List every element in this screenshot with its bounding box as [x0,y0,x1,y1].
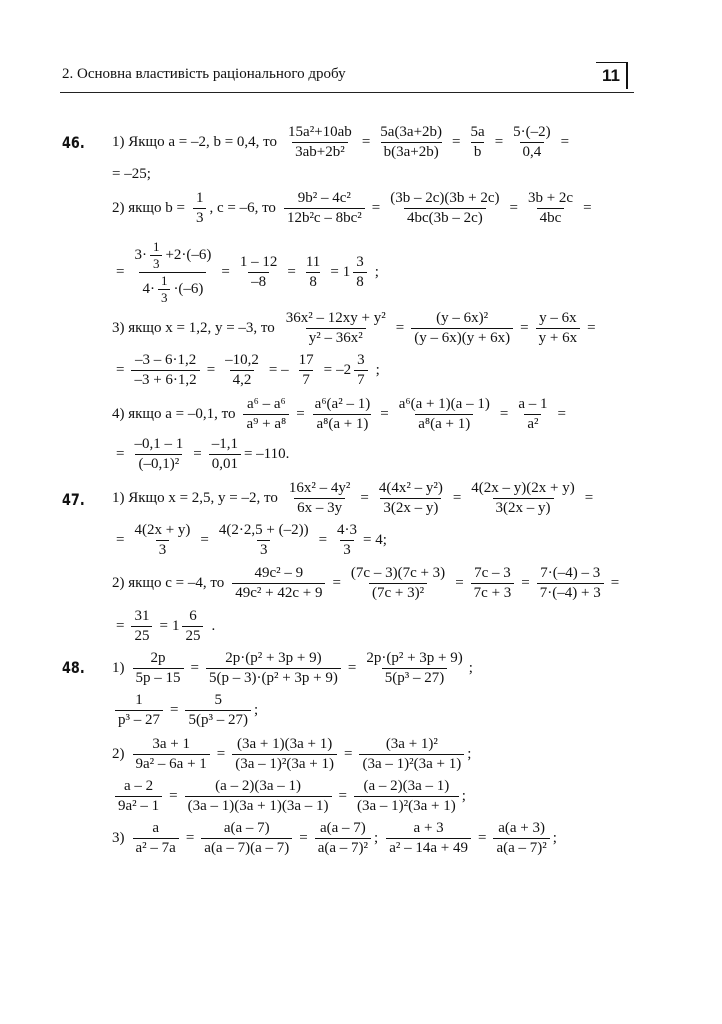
fraction: $\frac{\text{a⁶ – a⁶}}{\text{a⁹ + a⁸}}$ [243,396,289,433]
fraction: $\frac{1}{\text{p³ – 27}}$ [115,692,163,729]
solution-47-1: 1) Якщо x = 2,5, y = –2, то $\frac{\text{16x² – 4y²}}{6x - 3y}$ = $\frac{\text{4(4x² – y²)}}{3(2x - y)}$ = $\frac{4(2x - y)(2x + y)}{3(2x - y)}$ = [112,480,594,516]
fraction: $\frac{(7c - 3)(7c + 3)}{\text{(7c + 3)²}}$ [350,565,446,601]
fraction: $\frac{\text{(3a + 1)²}}{\text{(3a – 1)²(3a + 1)}}$ [359,736,464,773]
fraction: $\frac{5}{\text{5(p³ – 27)}}$ [185,692,251,729]
fraction: $\frac{2p}{5p - 15}$ [133,650,184,687]
solution-47-2: 2) якщо c = –4, то $\frac{\text{49c² – 9}}{\text{49c² + 42c + 9}}$ = $\frac{(7c - 3)(7c + 3)}{\text{(7c + 3)²}}$ = $\frac{7c - 3}{7c + 3}$ = $\frac{7\cdot(-4) - 3}{7\cdot(-4) + 3}$ = [112,565,620,601]
solution-46-3: 3) якщо x = 1,2, y = –3, то $\frac{\text{36x² – 12xy + y²}}{\text{y² – 36x²}}$ = $\frac{\text{(y – 6x)²}}{(y - 6x)(y + 6x)}$ = $\frac{y - 6x}{y + 6x}$ = [112,310,596,346]
fraction: $\frac{7\cdot(-4) - 3}{7\cdot(-4) + 3}$ [537,565,604,602]
fraction: $\frac{\text{49c² – 9}}{\text{49c² + 42c + 9}}$ [232,565,325,602]
condition: 4) якщо a = –0,1, то [112,406,236,422]
compound-fraction: 3· $\frac{1}{3}$ +2·(–6) 4· $\frac{1}{3}$ ·(–6) [134,239,212,305]
page-number: 11 [596,62,628,89]
problem-number-47: 47. [62,490,85,509]
fraction: $\frac{\text{4(4x² – y²)}}{3(2x - y)}$ [378,480,443,516]
fraction: $\frac{(3b - 2c)(3b + 2c)}{4bc(3b - 2c)}$ [390,190,500,226]
solution-48-2: 2) $\frac{3a + 1}{\text{9a² – 6a + 1}}$ = $\frac{(3a + 1)(3a + 1)}{\text{(3a – 1)²(3a + 1)}}$ = $\frac{\text{(3a + 1)²}}{\text{(3a – 1)²(3a + 1)}}$ ; [112,736,472,772]
fraction: $\frac{\text{(y – 6x)²}}{(y - 6x)(y + 6x)}$ [411,310,513,347]
fraction: $\frac{\text{36x² – 12xy + y²}}{\text{y² – 36x²}}$ [285,310,386,346]
solution-46-1: 1) Якщо a = –2, b = 0,4, то $\frac{\text{15a²+10ab}}{\text{3ab+2b²}}$ = $\frac{5a(3a+2b)}{b(3a+2b)}$ = $\frac{5a}{b}$ = $\frac{5\cdot(-2)}{0,4}$ = [112,124,570,160]
evaluation-47-1: = $\frac{4(2x + y)}{3}$ = $\frac{4(2\cdot 2,5 + (-2))}{3}$ = $\frac{4\cdot 3}{3}$ = 4; [116,522,387,558]
fraction: $\frac{3a + 1}{\text{9a² – 6a + 1}}$ [133,736,210,773]
fraction: $\frac{7c - 3}{7c + 3}$ [471,565,515,602]
fraction: $\frac{(a - 2)(3a - 1)}{(3a - 1)(3a + 1)(3a - 1)}$ [185,778,332,815]
problem-number-48: 48. [62,658,85,677]
evaluation-46-4: = $\frac{-0,1 - 1}{\text{(–0,1)²}}$ = $\frac{-1,1}{0,01}$ = –110. [116,436,290,472]
fraction: $\frac{\text{15a²+10ab}}{\text{3ab+2b²}}$ [288,124,352,160]
condition: 3) якщо x = 1,2, y = –3, то [112,320,275,336]
solution-46-4: 4) якщо a = –0,1, то $\frac{\text{a⁶ – a⁶}}{\text{a⁹ + a⁸}}$ = $\frac{\text{a⁶(a² – 1)}}{\text{a⁸(a + 1)}}$ = $\frac{\text{a⁶(a + 1)(a – 1)}}{\text{a⁸(a + 1)}}$ = $\frac{a - 1}{\text{a²}}$ = [112,396,566,432]
fraction: $\frac{a(a - 7)}{\text{a(a – 7)²}}$ [315,820,371,857]
solution-48-1b: $\frac{1}{\text{p³ – 27}}$ = $\frac{5}{\text{5(p³ – 27)}}$ ; [112,692,263,729]
fraction: $\frac{\text{16x² – 4y²}}{6x - 3y}$ [288,480,351,516]
fraction: $\frac{\text{a⁶(a² – 1)}}{\text{a⁸(a + 1)}}$ [314,396,371,432]
fraction: $\frac{a(a - 7)}{a(a - 7)(a - 7)}$ [201,820,292,857]
header-rule [60,92,634,93]
fraction: $\frac{1 - 12}{-8}$ [239,254,278,290]
fraction: $\frac{a + 3}{\text{a² – 14a + 49}}$ [386,820,471,857]
mixed-number: 1 $\frac{6}{25}$ [172,608,207,645]
fraction: $\frac{31}{25}$ [131,608,152,645]
fraction: $\frac{a(a + 3)}{\text{a(a – 7)²}}$ [493,820,549,857]
condition: 2) якщо b = [112,200,185,216]
fraction: $\frac{-0,1 - 1}{\text{(–0,1)²}}$ [134,436,184,472]
evaluation-46-3: = $\frac{-3 - 6\cdot 1,2}{-3 + 6\cdot 1,2}$ = $\frac{-10,2}{4,2}$ = – $\frac{17}{7}$ = –2 $\frac{3}{7}$ ; [116,352,380,388]
result-46-1: = –25; [112,166,151,182]
fraction: $\frac{4(2\cdot 2,5 + (-2))}{3}$ [218,522,309,558]
fraction: $\frac{\text{2p·(p² + 3p + 9)}}{\text{5(p – 3)·(p² + 3p + 9)}}$ [206,650,341,687]
fraction: $\frac{\text{a⁶(a + 1)(a – 1)}}{\text{a⁸(a + 1)}}$ [398,396,490,432]
solution-46-2: 2) якщо b = $\frac{1}{3}$ , c = –6, то $\frac{\text{9b² – 4c²}}{\text{12b²c – 8bc²}}$ = $\frac{(3b - 2c)(3b + 2c)}{4bc(3b - 2c)}$ = $\frac{3b + 2c}{4bc}$ = [112,190,592,226]
fraction: $\frac{1}{3}$ [193,190,207,227]
solution-48-1: 1) $\frac{2p}{5p - 15}$ = $\frac{\text{2p·(p² + 3p + 9)}}{\text{5(p – 3)·(p² + 3p + 9)}}$ = $\frac{\text{2p·(p² + 3p + 9)}}{\text{5(p³ – 27)}}$ ; [112,650,473,686]
fraction: $\frac{4(2x - y)(2x + y)}{3(2x - y)}$ [471,480,575,516]
fraction: $\frac{y - 6x}{y + 6x}$ [536,310,580,347]
solution-48-2b: $\frac{a - 2}{\text{9a² – 1}}$ = $\frac{(a - 2)(3a - 1)}{(3a - 1)(3a + 1)(3a - 1)}$ = $\frac{(a - 2)(3a - 1)}{\text{(3a – 1)²(3a + 1)}}$ ; [112,778,471,815]
mixed-number: 1 $\frac{3}{8}$ [343,254,370,291]
fraction: $\frac{5a(3a+2b)}{b(3a+2b)}$ [380,124,443,160]
fraction: $\frac{4(2x + y)}{3}$ [134,522,191,558]
fraction: $\frac{(a - 2)(3a - 1)}{\text{(3a – 1)²(3a + 1)}}$ [354,778,459,815]
fraction: $\frac{a - 1}{\text{a²}}$ [518,396,548,432]
fraction: $\frac{4\cdot 3}{3}$ [337,522,358,558]
running-header: 2. Основна властивість раціонального дробу [62,66,346,82]
fraction: $\frac{3b + 2c}{4bc}$ [527,190,574,226]
condition: 1) Якщо x = 2,5, y = –2, то [112,490,278,506]
condition: 1) Якщо a = –2, b = 0,4, то [112,134,278,150]
fraction: $\frac{11}{8}$ [305,254,321,290]
problem-number-46: 46. [62,133,85,152]
fraction: $\frac{a - 2}{\text{9a² – 1}}$ [115,778,162,815]
fraction: $\frac{\text{2p·(p² + 3p + 9)}}{\text{5(p³ – 27)}}$ [366,650,463,686]
fraction: $\frac{17}{7}$ [298,352,314,388]
fraction: $\frac{(3a + 1)(3a + 1)}{\text{(3a – 1)²(3a + 1)}}$ [232,736,337,773]
fraction: $\frac{-10,2}{4,2}$ [225,352,259,388]
mixed-number: –2 $\frac{3}{7}$ [336,352,371,389]
fraction: $\frac{-1,1}{0,01}$ [209,436,241,473]
evaluation-47-2: = $\frac{31}{25}$ = 1 $\frac{6}{25}$ . [116,608,216,644]
fraction: $\frac{\text{9b² – 4c²}}{\text{12b²c – 8bc²}}$ [284,190,365,227]
fraction: $\frac{-3 - 6\cdot 1,2}{-3 + 6\cdot 1,2}$ [131,352,199,389]
condition: 2) якщо c = –4, то [112,575,225,591]
evaluation-46-2: = 3· $\frac{1}{3}$ +2·(–6) 4· $\frac{1}{3}$ ·(–6) = $\frac{1 - 12}{-8}$ = $\frac{11}{8}$ = 1 $\frac{3}{8}$ ; [116,239,379,305]
fraction: $\frac{5a}{b}$ [470,124,485,160]
condition-cont: , c = –6, то [209,200,276,216]
fraction: $\frac{a}{\text{a² – 7a}}$ [133,820,179,857]
solution-48-3: 3) $\frac{a}{\text{a² – 7a}}$ = $\frac{a(a - 7)}{a(a - 7)(a - 7)}$ = $\frac{a(a - 7)}{\text{a(a – 7)²}}$ ; $\frac{a + 3}{\text{a² – 14a + 49}}$ = $\frac{a(a + 3)}{\text{a(a – 7)²}}$ ; [112,820,557,856]
fraction: $\frac{5\cdot(-2)}{0,4}$ [513,124,551,160]
